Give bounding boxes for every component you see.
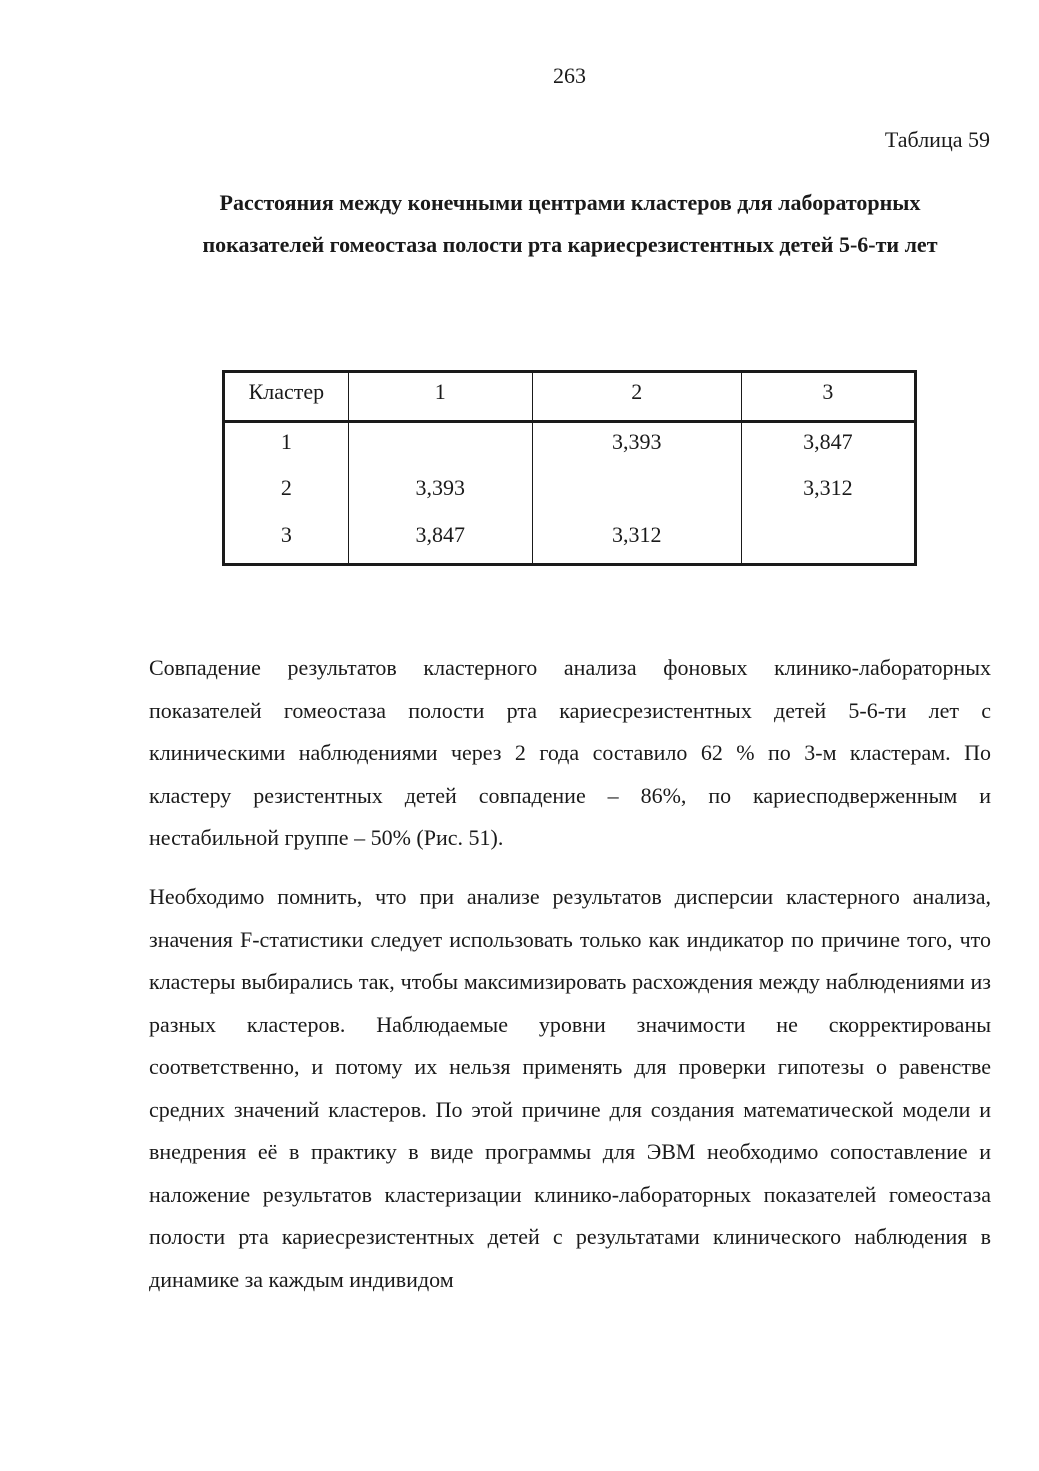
header-cell-2: 2	[532, 372, 741, 422]
table-row	[224, 516, 916, 565]
distance-cell: 3,393	[532, 422, 741, 469]
distance-cell: 3,847	[803, 429, 853, 454]
header-cell-cluster: Кластер	[224, 372, 349, 422]
distance-cell	[348, 422, 532, 469]
distance-cell	[532, 469, 741, 516]
table-title	[130, 182, 1010, 266]
table-row	[224, 469, 916, 516]
table-title-line-1: Расстояния между конечными центрами кластеров для лабораторных	[219, 190, 921, 215]
page-number: 263	[553, 63, 586, 88]
cluster-distance-table	[222, 370, 917, 566]
header-cell-1: 1	[348, 372, 532, 422]
body-paragraph-1: Совпадение результатов кластерного анализа фоновых клинико-лабораторных показателей гомеостаза полости рта кариесрезистентных детей 5-6-ти лет с клиническими наблюдениями через 2 года составило 62 % по 3-м кластерам. По кластеру резистентных детей совпадение – 86%, по кариесподверженным и нестабильной группе – 50% (Рис. 51).	[149, 655, 991, 850]
distance-cell: 3,312	[803, 474, 853, 500]
table-title-line-2: показателей гомеостаза полости рта кариесрезистентных детей 5-6-ти лет	[202, 232, 938, 257]
header-cell-3: 3	[741, 372, 915, 422]
row-label-cell: 3	[224, 516, 349, 565]
distance-cell: 3,312	[532, 516, 741, 565]
body-paragraph-2: Необходимо помнить, что при анализе результатов дисперсии кластерного анализа, значения F-статистики следует использовать только как индикатор по причине того, что кластеры выбирались так, чтобы максимизировать расхождения между наблюдениями из разных кластеров. Наблюдаемые уровни значимости не скорректированы соответственно, и потому их нельзя применять для проверки гипотезы о равенстве средних значений кластеров. По этой причине для создания математической модели и внедрения её в практику в виде программы для ЭВМ необходимо сопоставление и наложение результатов кластеризации клинико-лабораторных показателей гомеостаза полости рта кариесрезистентных детей с результатами клинического наблюдения в динамике за каждым индивидом	[149, 884, 991, 1292]
table-label: Таблица 59	[884, 127, 990, 152]
distance-cell	[741, 516, 915, 565]
table-header-row	[224, 372, 916, 422]
table-row	[224, 422, 916, 469]
row-label-cell: 2	[224, 469, 349, 516]
distance-cell: 3,847	[348, 516, 532, 565]
distance-cell: 3,393	[348, 469, 532, 516]
row-label-cell: 1	[224, 422, 349, 469]
